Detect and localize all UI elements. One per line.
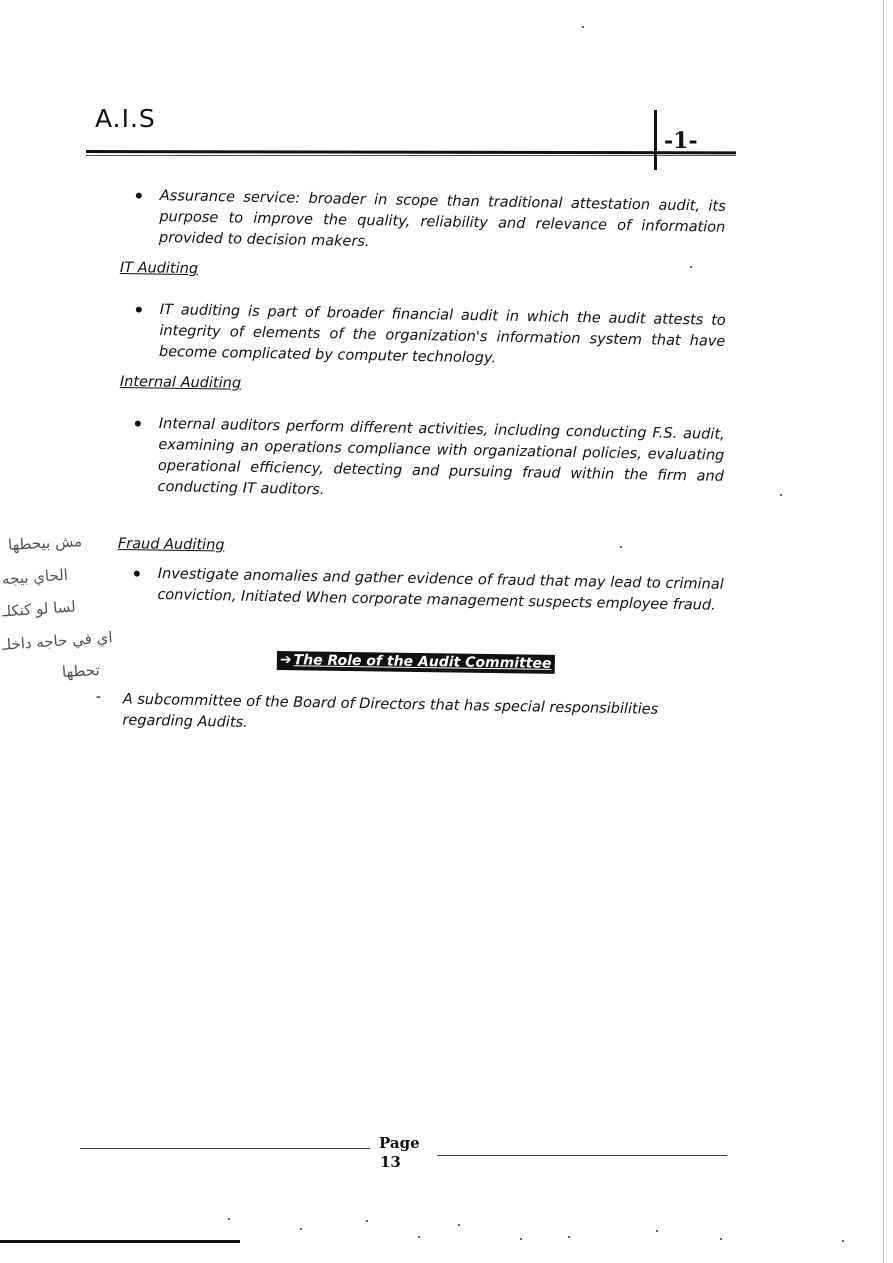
heading-it-auditing: IT Auditing: [119, 260, 199, 278]
chapter-marker: -1-: [664, 128, 698, 154]
dash-item: [95, 689, 716, 731]
scan-speck: [418, 1236, 420, 1238]
margin-note: لسا لو كنكلـ: [1, 597, 77, 621]
document-title: A.I.S: [95, 104, 156, 133]
margin-note: تحطها: [61, 661, 101, 681]
scan-speck: [656, 1230, 658, 1232]
scan-artifact-edge: [883, 0, 884, 1263]
footer-page-number: 13: [380, 1153, 401, 1171]
margin-note: اي في حاجه داخلـ: [1, 628, 114, 654]
margin-note: مش بيحطها: [7, 532, 83, 554]
scan-speck: [458, 1224, 460, 1226]
scan-speck: [582, 26, 584, 28]
bullet-item: [157, 414, 725, 509]
heading-fraud-auditing: Fraud Auditing: [117, 536, 225, 554]
section-fraud-auditing: [157, 564, 724, 617]
scan-speck: [366, 1220, 368, 1222]
bullet-dot: [135, 421, 141, 427]
bullet-text: IT auditing is part of broader financial audit in which the audit attests to integrity of elements of the organization's information system that have become complicated by computer technology.: [158, 301, 726, 367]
bullet-item: [159, 300, 726, 374]
scan-speck: [568, 1236, 570, 1238]
bullet-text: Investigate anomalies and gather evidence of fraud that may lead to criminal conviction, Initiated When corporate management suspects employee fraud.: [157, 565, 724, 614]
scan-speck: [620, 546, 622, 548]
bullet-item: [159, 186, 726, 260]
section-internal-auditing: [157, 414, 725, 509]
footer-page-label: Page: [379, 1134, 420, 1152]
scan-speck: [228, 1218, 230, 1220]
bullet-text: Assurance service: broader in scope than traditional attestation audit, its purpose to improve the quality, reliability and relevance of information provided to decision makers.: [158, 187, 726, 251]
bullet-item: [157, 564, 724, 617]
scan-speck: [520, 1238, 522, 1240]
scan-artifact-bar: [0, 1240, 240, 1243]
section-it-auditing: [159, 300, 726, 374]
bullet-dot: [136, 307, 142, 313]
scan-speck: [690, 266, 692, 268]
scan-speck: [842, 1240, 844, 1242]
header-rule: [86, 150, 736, 154]
footer-rule-right: [437, 1155, 727, 1156]
bullet-text: Internal auditors perform different activities, including conducting F.S. audit, examining an operations compliance with organizational policies, evaluating operational efficiency, detecting and pursuing fraud within the firm and conducting IT auditors.: [157, 415, 725, 499]
dash-text: A subcommittee of the Board of Directors that has special responsibilities regarding Audits.: [122, 691, 659, 731]
audit-committee-callout: [277, 651, 555, 674]
bullet-dot: [134, 571, 140, 577]
margin-note: الحاي بيجه: [1, 565, 69, 589]
scan-speck: [720, 1238, 722, 1240]
chapter-box-divider: [654, 110, 657, 170]
scan-speck: [300, 1228, 302, 1230]
scan-speck: [780, 494, 782, 496]
section-assurance: [159, 186, 726, 260]
callout-label: The Role of the Audit Committee: [293, 652, 552, 672]
arrow-right-icon: ➔: [279, 652, 292, 669]
footer-rule-left: [80, 1148, 370, 1149]
heading-internal-auditing: Internal Auditing: [119, 374, 242, 392]
bullet-dot: [136, 193, 142, 199]
header-rule-thin: [86, 155, 736, 156]
dash-mark: -: [95, 689, 102, 706]
